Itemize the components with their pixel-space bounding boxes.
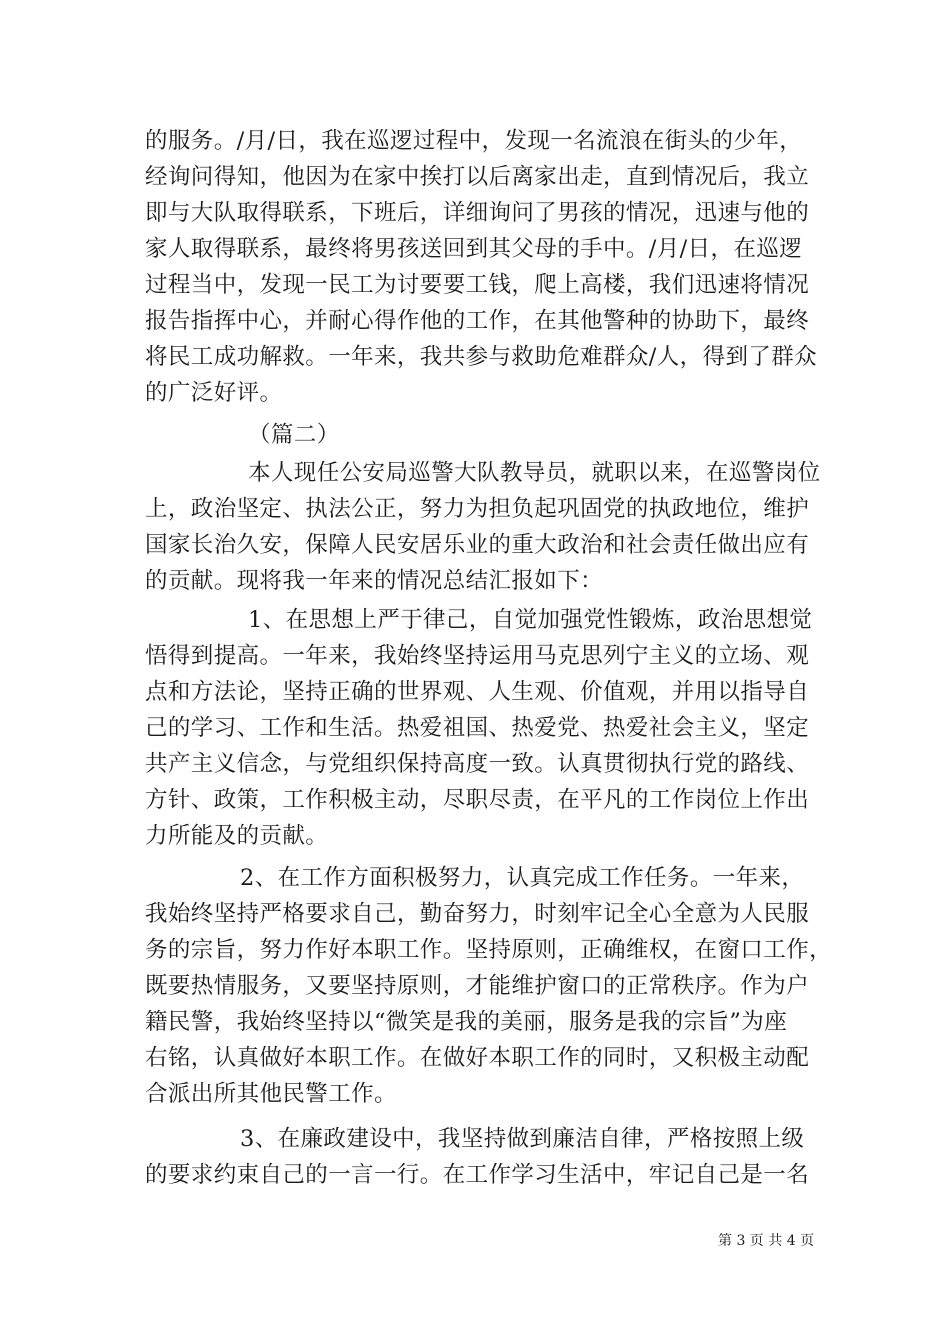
text-line: 1、在思想上严于律己，自觉加强党性锻炼，政治思想觉 (248, 607, 813, 633)
text-line: 的贡献。现将我一年来的情况总结汇报如下： (145, 568, 604, 594)
text-line: 的要求约束自己的一言一行。在工作学习生活中，牢记自己是一名 (145, 1162, 810, 1188)
text-line: 合派出所其他民警工作。 (145, 1081, 397, 1107)
text-line: 报告指挥中心，并耐心得作他的工作，在其他警种的协助下，最终 (145, 308, 810, 334)
text-line: 上，政治坚定、执法公正，努力为担负起巩固党的执政地位，维护 (145, 496, 810, 522)
text-line: 3、在廉政建设中，我坚持做到廉洁自律，严格按照上级 (240, 1126, 805, 1152)
text-line: 过程当中，发现一民工为讨要要工钱，爬上高楼，我们迅速将情况 (145, 272, 810, 298)
text-line: 我始终坚持严格要求自己，勤奋努力，时刻牢记全心全意为人民服 (145, 901, 810, 927)
text-line: 将民工成功解救。一年来，我共参与救助危难群众/人，得到了群众 (145, 344, 818, 370)
text-line: 2、在工作方面积极努力，认真完成工作任务。一年来， (240, 865, 805, 891)
page-number-footer: 第 3 页 共 4 页 (718, 1233, 815, 1249)
text-line: 经询问得知，他因为在家中挨打以后离家出走，直到情况后，我立 (145, 164, 810, 190)
text-line: 方针、政策，工作积极主动，尽职尽责，在平凡的工作岗位上作出 (145, 787, 810, 813)
text-line: 点和方法论，坚持正确的世界观、人生观、价值观，并用以指导自 (145, 679, 810, 705)
text-line: 己的学习、工作和生活。热爱祖国、热爱党、热爱社会主义，坚定 (145, 715, 810, 741)
text-line: 共产主义信念，与党组织保持高度一致。认真贯彻执行党的路线、 (145, 751, 810, 777)
text-line: 的广泛好评。 (145, 380, 283, 406)
section-heading: （篇二） (248, 422, 340, 448)
text-line: 家人取得联系，最终将男孩送回到其父母的手中。/月/日，在巡逻 (145, 236, 803, 262)
text-line: 即与大队取得联系，下班后，详细询问了男孩的情况，迅速与他的 (145, 200, 810, 226)
text-line: 力所能及的贡献。 (145, 823, 329, 849)
text-line: 本人现任公安局巡警大队教导员，就职以来，在巡警岗位 (248, 460, 821, 486)
text-line: 务的宗旨，努力作好本职工作。坚持原则，正确维权，在窗口工作， (145, 937, 833, 963)
text-line: 籍民警，我始终坚持以“微笑是我的美丽，服务是我的宗旨”为座 (145, 1009, 788, 1035)
text-line: 右铭，认真做好本职工作。在做好本职工作的同时，又积极主动配 (145, 1045, 810, 1071)
text-line: 国家长治久安，保障人民安居乐业的重大政治和社会责任做出应有 (145, 532, 810, 558)
text-line: 的服务。/月/日，我在巡逻过程中，发现一名流浪在街头的少年， (145, 128, 803, 154)
text-line: 悟得到提高。一年来，我始终坚持运用马克思列宁主义的立场、观 (145, 643, 810, 669)
text-line: 既要热情服务，又要坚持原则，才能维护窗口的正常秩序。作为户 (145, 973, 810, 999)
